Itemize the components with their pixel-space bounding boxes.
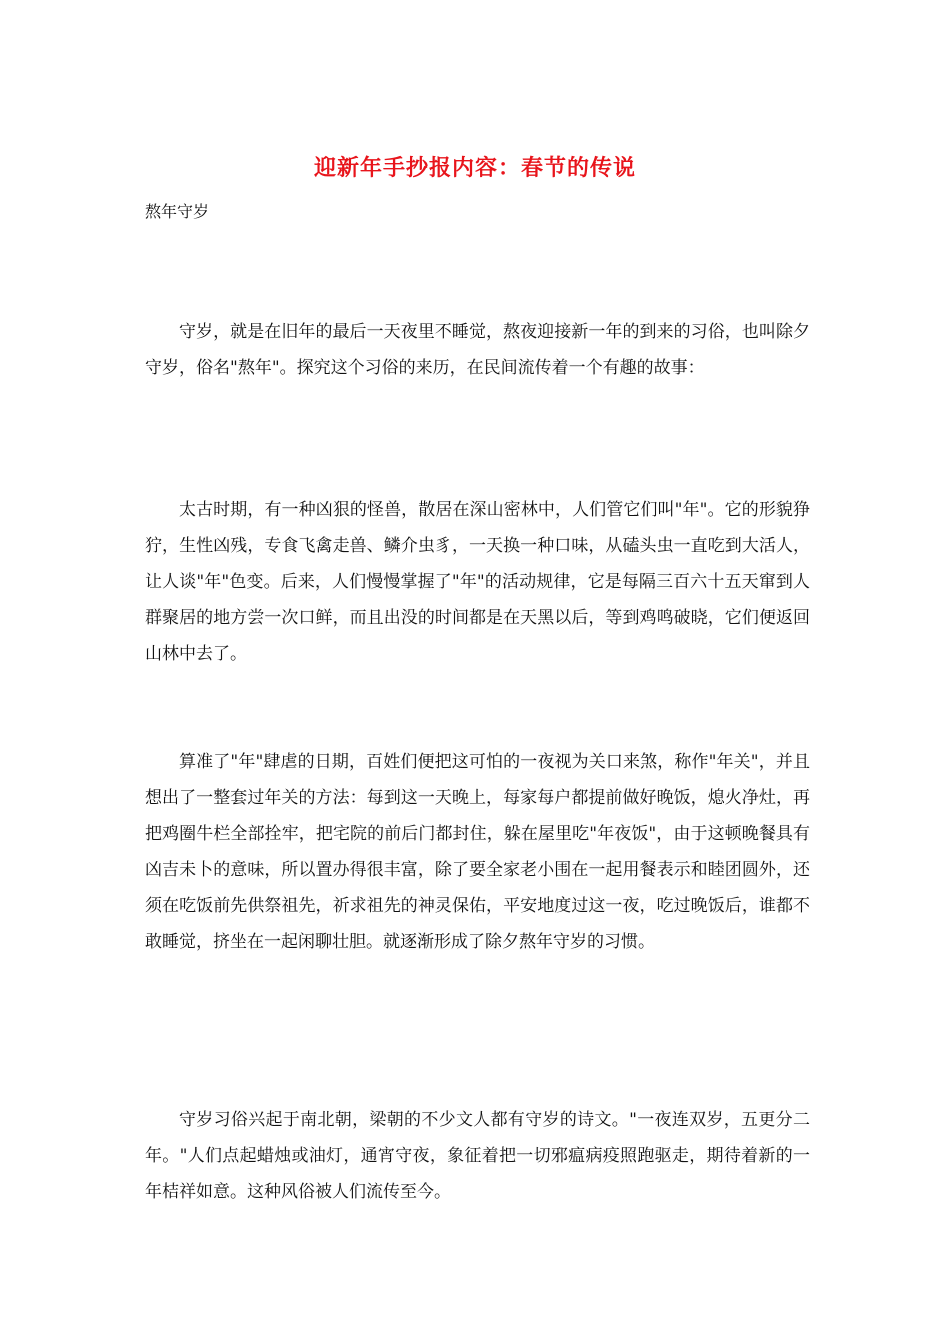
paragraph-2: 太古时期，有一种凶狠的怪兽，散居在深山密林中，人们管它们叫"年"。它的形貌狰狞，生性凶残，专食飞禽走兽、鳞介虫豸，一天换一种口味，从磕头虫一直吃到大活人，让人谈"年"色变。后来，人们慢慢掌握了"年"的活动规律，它是每隔三百六十五天窜到人群聚居的地方尝一次口鲜，而且出没的时间都是在天黑以后，等到鸡鸣破晓，它们便返回山林中去了。 bbox=[145, 500, 810, 664]
paragraph-3: 算准了"年"肆虐的日期，百姓们便把这可怕的一夜视为关口来煞，称作"年关"，并且想出了一整套过年关的方法：每到这一天晚上，每家每户都提前做好晚饭，熄火净灶，再把鸡圈牛栏全部拴牢，把宅院的前后门都封住，躲在屋里吃"年夜饭"，由于这顿晚餐具有凶吉未卜的意味，所以置办得很丰富，除了要全家老小围在一起用餐表示和睦团圆外，还须在吃饭前先供祭祖先，祈求祖先的神灵保佑，平安地度过这一夜，吃过晚饭后，谁都不敢睡觉，挤坐在一起闲聊壮胆。就逐渐形成了除夕熬年守岁的习惯。 bbox=[145, 752, 810, 952]
paragraph-4: 守岁习俗兴起于南北朝，梁朝的不少文人都有守岁的诗文。"一夜连双岁，五更分二年。"人们点起蜡烛或油灯，通宵守夜，象征着把一切邪瘟病疫照跑驱走，期待着新的一年桔祥如意。这种风俗被人们流传至今。 bbox=[145, 1110, 810, 1202]
paragraph-1: 守岁，就是在旧年的最后一天夜里不睡觉，熬夜迎接新一年的到来的习俗，也叫除夕守岁，俗名"熬年"。探究这个习俗的来历，在民间流传着一个有趣的故事： bbox=[145, 322, 810, 378]
document-title: 迎新年手抄报内容：春节的传说 bbox=[313, 155, 636, 181]
section-heading: 熬年守岁 bbox=[145, 202, 210, 221]
